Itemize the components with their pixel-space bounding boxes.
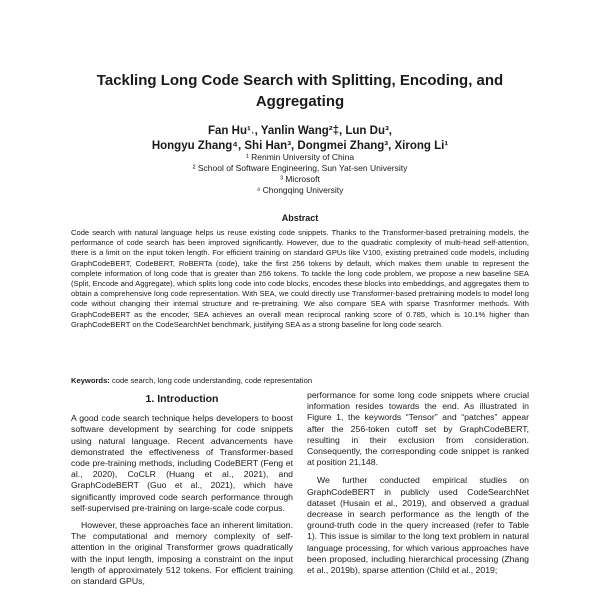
- abstract-heading: Abstract: [281, 213, 319, 223]
- body-paragraph: A good code search technique helps developers to boost software development by searching for code snippets using natural language. Recent advancements have demonstrated the effectiveness of Transformer-based code pre-training methods, including CodeBERT (Feng et al., 2020), CoCLR (Huang et al., 2021), and GraphCodeBERT (Guo et al., 2021), which have significantly improved code search performance through self-supervised pre-training on large-scale code corpus.: [71, 413, 293, 513]
- affiliation-3: ³ Microsoft: [280, 174, 320, 184]
- authors-line-1: Fan Hu¹˒, Yanlin Wang²‡, Lun Du³,: [208, 125, 392, 137]
- author-list: [90, 124, 510, 154]
- affiliation-1: ¹ Renmin University of China: [245, 152, 355, 162]
- keywords-text: code search, long code understanding, code representation: [109, 376, 313, 385]
- affiliations: [120, 152, 480, 196]
- body-paragraph: However, these approaches face an inherent limitation. The computational and memory complexity of self-attention in the original Transformer grows quadratically with the input length, imposing a constraint on the input length of approximately 512 tokens. For efficient training on standard GPUs,: [71, 520, 293, 587]
- section-heading-introduction: 1. Introduction: [145, 393, 219, 405]
- keywords: [71, 376, 529, 386]
- body-paragraph: performance for some long code snippets where crucial information resides towards the end. As illustrated in Figure 1, the keywords “Tensor” and “patches” appear after the 256-token cutoff set by GraphCodeBERT, resulting in their exclusion from consideration. Consequently, the corresponding code snippet is ranked at position 21,148.: [307, 390, 529, 468]
- keywords-label: Keywords:: [71, 376, 110, 385]
- paper-title: Tackling Long Code Search with Splitting, Encoding, and Aggregating: [96, 72, 504, 110]
- abstract-text: Code search with natural language helps us reuse existing code snippets. Thanks to the Transformer-based pretraining models, the performance of code search has been improved significantly. However, due to the quadratic complexity of multi-head self-attention, there is a limit on the input token length. For efficient training on standard GPUs like V100, existing pretrained code models, including GraphCodeBERT, CodeBERT, RoBERTa (code), take the first 256 tokens by default, which makes them unable to represent the complete information of long code that is greater than 256 tokens. To tackle the long code problem, we propose a new baseline SEA (Split, Encode and Aggregate), which splits long code into code blocks, encodes these blocks into embeddings, and aggregates them to obtain a comprehensive long code representation. With SEA, we could directly use Transformer-based pretraining models to model long code without changing their internal structure and re-pretraining. We also compare SEA with sparse Trasnformer methods. With GraphCodeBERT as the encoder, SEA achieves an overall mean reciprocal ranking score of 0.785, which is 10.1% higher than GraphCodeBERT on the CodeSearchNet benchmark, justifying SEA as a strong baseline for long code search.: [71, 228, 529, 329]
- left-column: [71, 390, 293, 600]
- body-paragraph: We further conducted empirical studies on GraphCodeBERT in publicly used CodeSearchNet dataset (Husain et al., 2019), and observed a gradual decrease in search performance as the length of the ground-truth code in the query increased (refer to Table 1). This issue is similar to the long text problem in natural language processing, for which various approaches have been proposed, including hierarchical processing (Zhang et al., 2019b), sparse attention (Child et al., 2019;: [307, 475, 529, 576]
- affiliation-2: ² School of Software Engineering, Sun Yat-sen University: [192, 163, 408, 173]
- affiliation-4: ⁴ Chongqing University: [256, 185, 344, 195]
- authors-line-2: Hongyu Zhang⁴, Shi Han³, Dongmei Zhang³, Xirong Li¹: [151, 140, 449, 152]
- right-column: [307, 390, 529, 600]
